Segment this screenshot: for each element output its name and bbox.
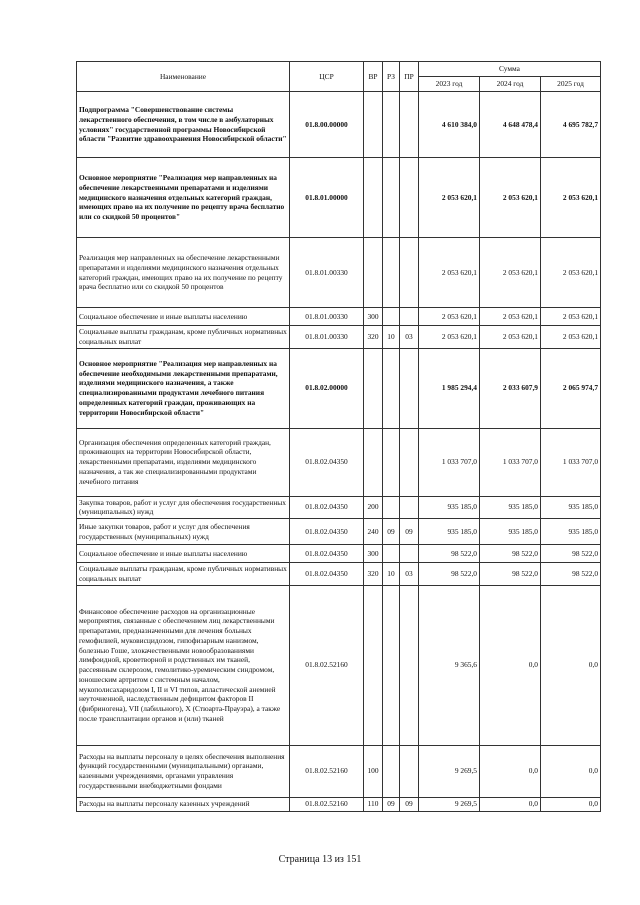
row-2025: 935 185,0: [541, 519, 601, 545]
row-rz: 10: [383, 326, 400, 349]
row-2024: 2 053 620,1: [480, 308, 541, 326]
row-2023: 2 053 620,1: [419, 238, 480, 308]
row-csr: 01.8.02.52160: [290, 745, 364, 797]
row-rz: 09: [383, 519, 400, 545]
header-vr: ВР: [364, 62, 383, 92]
row-2023: 9 269,5: [419, 745, 480, 797]
row-csr: 01.8.01.00330: [290, 326, 364, 349]
row-vr: 240: [364, 519, 383, 545]
row-2025: 0,0: [541, 585, 601, 745]
row-2023: 9 269,5: [419, 797, 480, 811]
row-2024: 2 033 607,9: [480, 348, 541, 428]
row-name: Социальное обеспечение и иные выплаты населению: [77, 308, 290, 326]
row-2024: 0,0: [480, 745, 541, 797]
row-2024: 0,0: [480, 585, 541, 745]
table-row: [77, 348, 601, 428]
page-number: Страница 13 из 151: [278, 854, 362, 865]
row-name: Социальные выплаты гражданам, кроме публичных нормативных социальных выплат: [77, 563, 290, 586]
row-vr: 300: [364, 308, 383, 326]
row-2025: 98 522,0: [541, 563, 601, 586]
row-2024: 0,0: [480, 797, 541, 811]
header-sum: Сумма: [419, 62, 601, 77]
row-rz: [383, 238, 400, 308]
row-2024: 2 053 620,1: [480, 158, 541, 238]
row-pr: [400, 238, 419, 308]
row-name: Социальные выплаты гражданам, кроме публичных нормативных социальных выплат: [77, 326, 290, 349]
row-2025: 0,0: [541, 745, 601, 797]
row-2023: 935 185,0: [419, 519, 480, 545]
row-rz: [383, 545, 400, 563]
row-pr: [400, 348, 419, 428]
table-row: [77, 519, 601, 545]
row-csr: 01.8.02.04350: [290, 563, 364, 586]
table-row: [77, 585, 601, 745]
row-pr: [400, 428, 419, 496]
row-name: Организация обеспечения определенных категорий граждан, проживающих на территории Новосибирской области, лекарственными препаратами, изделиями медицинского назначения, а так же специализированными продуктами лечебного питания: [77, 428, 290, 496]
row-vr: 320: [364, 326, 383, 349]
row-2024: 935 185,0: [480, 496, 541, 519]
row-vr: [364, 428, 383, 496]
row-csr: 01.8.02.04350: [290, 519, 364, 545]
row-rz: [383, 428, 400, 496]
row-csr: 01.8.00.00000: [290, 92, 364, 158]
row-2023: 935 185,0: [419, 496, 480, 519]
row-rz: [383, 496, 400, 519]
row-pr: [400, 585, 419, 745]
table-row: [77, 797, 601, 811]
row-name: Основное мероприятие "Реализация мер направленных на обеспечение лекарственными препаратами и изделиями медицинского назначения отдельных категорий граждан, имеющих право на их получение по рецепту врача бесплатно или со скидкой 50 процентов": [77, 158, 290, 238]
header-year-2024: 2024 год: [480, 77, 541, 92]
row-2025: 0,0: [541, 797, 601, 811]
row-name: Финансовое обеспечение расходов на организационные мероприятия, связанные с обеспечением лиц лекарственными препаратами, предназначенными для лечения больных гемофилией, муковисцидозом, гипофизарным нанизмом, болезнью Гоше, злокачественными новообразованиями лимфоидной, кроветворной и родственных им тканей, рассеянным склерозом, гемолитико-уремическим синдромом, юношеским артритом с системным началом, мукополисахаридозом I, II и VI типов, апластической анемией неуточненной, наследственным дефицитом факторов II (фибриногена), VII (лабильного), X (Стюарта-Прауэра), а также после трансплантации органов и (или) тканей: [77, 585, 290, 745]
row-vr: 300: [364, 545, 383, 563]
row-name: Расходы на выплаты персоналу в целях обеспечения выполнения функций государственными (муниципальными) органами, казенными учреждениями, органами управления государственными внебюджетными фондами: [77, 745, 290, 797]
row-csr: 01.8.02.52160: [290, 585, 364, 745]
row-2025: 935 185,0: [541, 496, 601, 519]
row-rz: [383, 585, 400, 745]
row-vr: [364, 348, 383, 428]
row-vr: [364, 92, 383, 158]
row-csr: 01.8.02.04350: [290, 496, 364, 519]
row-pr: [400, 496, 419, 519]
table-row: [77, 545, 601, 563]
row-2023: 2 053 620,1: [419, 326, 480, 349]
row-2023: 9 365,6: [419, 585, 480, 745]
row-rz: [383, 348, 400, 428]
row-csr: 01.8.01.00330: [290, 308, 364, 326]
row-name: Основное мероприятие "Реализация мер направленных на обеспечение необходимыми лекарственными препаратами, изделиями медицинского назначения, а также специализированными продуктами лечебного питания определенных категорий граждан, проживающих на территории Новосибирской области": [77, 348, 290, 428]
header-pr: ПР: [400, 62, 419, 92]
row-name: Расходы на выплаты персоналу казенных учреждений: [77, 797, 290, 811]
header-year-2023: 2023 год: [419, 77, 480, 92]
table-body: [77, 92, 601, 812]
row-2024: 935 185,0: [480, 519, 541, 545]
header-csr: ЦСР: [290, 62, 364, 92]
row-csr: 01.8.01.00000: [290, 158, 364, 238]
row-rz: [383, 745, 400, 797]
table-row: [77, 308, 601, 326]
row-csr: 01.8.01.00330: [290, 238, 364, 308]
row-2025: 2 053 620,1: [541, 326, 601, 349]
row-2024: 98 522,0: [480, 563, 541, 586]
row-csr: 01.8.02.04350: [290, 545, 364, 563]
row-pr: 03: [400, 563, 419, 586]
row-name: Реализация мер направленных на обеспечение лекарственными препаратами и изделиями медицинского назначения отдельных категорий граждан, имеющих право на их получение по рецепту врача бесплатно или со скидкой 50 процентов: [77, 238, 290, 308]
row-vr: [364, 238, 383, 308]
row-pr: 03: [400, 326, 419, 349]
row-2025: 4 695 782,7: [541, 92, 601, 158]
row-2025: 2 053 620,1: [541, 158, 601, 238]
row-vr: 100: [364, 745, 383, 797]
row-name: Социальное обеспечение и иные выплаты населению: [77, 545, 290, 563]
table-row: [77, 158, 601, 238]
row-name: Подпрограмма "Совершенствование системы лекарственного обеспечения, в том числе в амбулаторных условиях" государственной программы Новосибирской области "Развитие здравоохранения Новосибирской области": [77, 92, 290, 158]
row-2024: 1 033 707,0: [480, 428, 541, 496]
row-vr: 110: [364, 797, 383, 811]
row-csr: 01.8.02.04350: [290, 428, 364, 496]
row-2023: 4 610 384,0: [419, 92, 480, 158]
row-2023: 98 522,0: [419, 563, 480, 586]
row-2025: 98 522,0: [541, 545, 601, 563]
table-row: [77, 496, 601, 519]
header-name: Наименование: [77, 62, 290, 92]
row-vr: [364, 158, 383, 238]
row-csr: 01.8.02.52160: [290, 797, 364, 811]
table-row: [77, 428, 601, 496]
row-pr: [400, 92, 419, 158]
row-rz: 10: [383, 563, 400, 586]
row-2024: 2 053 620,1: [480, 326, 541, 349]
row-pr: [400, 545, 419, 563]
row-rz: [383, 92, 400, 158]
row-2023: 2 053 620,1: [419, 158, 480, 238]
row-2025: 2 053 620,1: [541, 238, 601, 308]
row-pr: 09: [400, 797, 419, 811]
row-2023: 2 053 620,1: [419, 308, 480, 326]
row-2024: 4 648 478,4: [480, 92, 541, 158]
row-2023: 1 033 707,0: [419, 428, 480, 496]
row-pr: [400, 308, 419, 326]
table-row: [77, 745, 601, 797]
row-pr: 09: [400, 519, 419, 545]
row-vr: 200: [364, 496, 383, 519]
row-rz: 09: [383, 797, 400, 811]
row-rz: [383, 308, 400, 326]
row-2023: 1 985 294,4: [419, 348, 480, 428]
header-year-2025: 2025 год: [541, 77, 601, 92]
row-vr: [364, 585, 383, 745]
table-row: [77, 238, 601, 308]
row-vr: 320: [364, 563, 383, 586]
header-rz: РЗ: [383, 62, 400, 92]
table-row: [77, 563, 601, 586]
row-name: Иные закупки товаров, работ и услуг для обеспечения государственных (муниципальных) нужд: [77, 519, 290, 545]
row-2025: 2 065 974,7: [541, 348, 601, 428]
table-row: [77, 92, 601, 158]
row-rz: [383, 158, 400, 238]
row-csr: 01.8.02.00000: [290, 348, 364, 428]
row-pr: [400, 745, 419, 797]
row-2024: 2 053 620,1: [480, 238, 541, 308]
row-2024: 98 522,0: [480, 545, 541, 563]
budget-table: [76, 61, 601, 812]
table-row: [77, 326, 601, 349]
row-2025: 1 033 707,0: [541, 428, 601, 496]
row-2025: 2 053 620,1: [541, 308, 601, 326]
row-pr: [400, 158, 419, 238]
row-name: Закупка товаров, работ и услуг для обеспечения государственных (муниципальных) нужд: [77, 496, 290, 519]
row-2023: 98 522,0: [419, 545, 480, 563]
